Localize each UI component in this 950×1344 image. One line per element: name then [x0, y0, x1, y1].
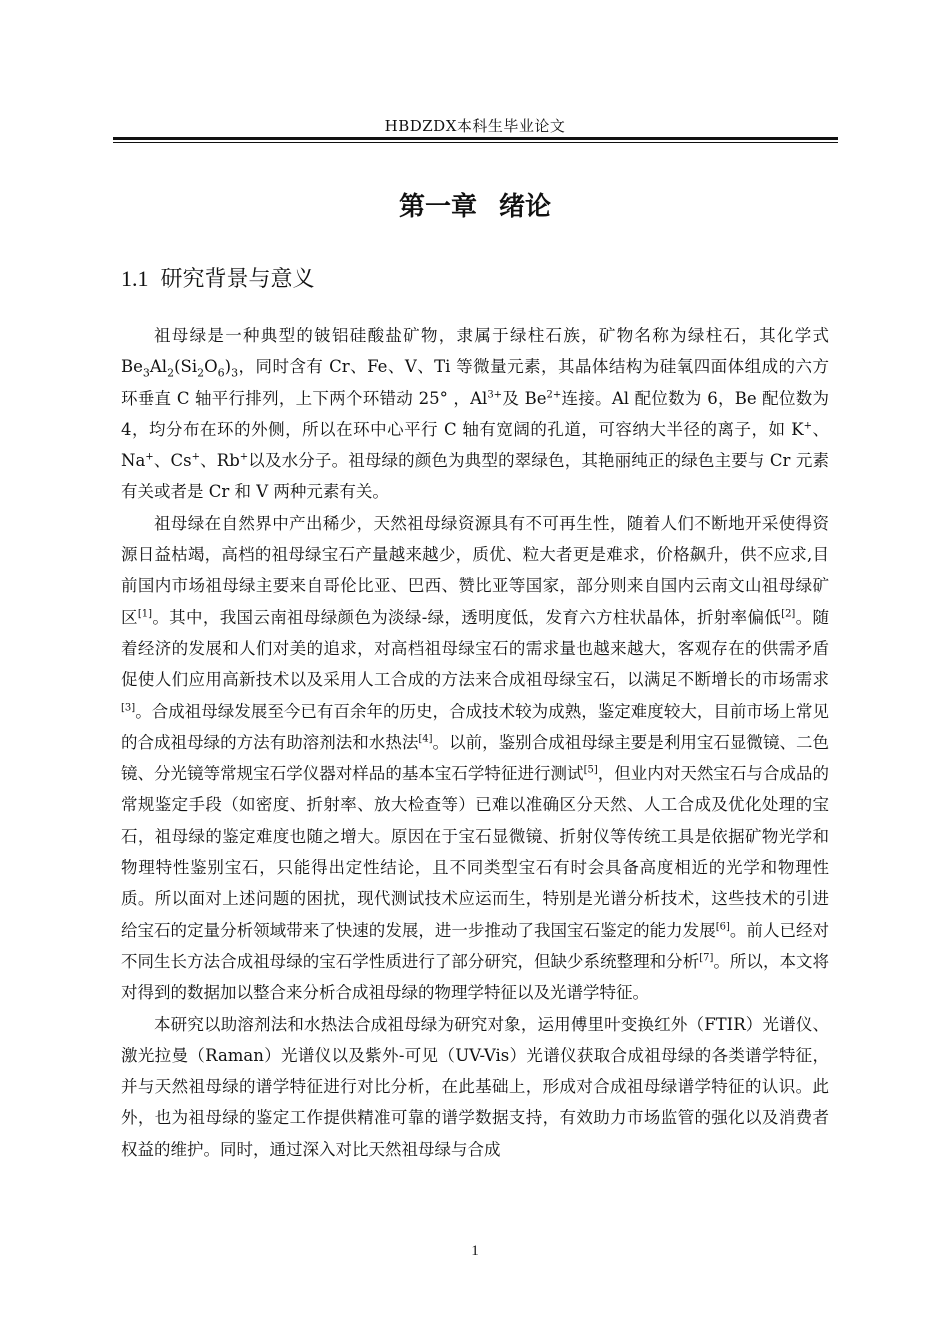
body-text [121, 320, 829, 1165]
text-run: O [204, 357, 218, 377]
superscript: + [145, 451, 154, 463]
citation-ref[interactable]: [7] [699, 952, 714, 964]
header-rule-thick [113, 137, 838, 140]
superscript: + [191, 451, 200, 463]
text-run: 。以前，鉴别合成祖母绿主要是利用宝石显微镜、二色镜、分光镜等常规宝石学仪器对样品的基本宝石学特征进行测试 [121, 732, 830, 784]
text-run: 。前人已经对不同生长方法合成祖母绿的宝石学性质进行了部分研究，但缺少系统整理和分析 [121, 920, 830, 971]
paragraph-3 [121, 1009, 829, 1165]
text-run: ) [224, 357, 232, 377]
section-title: 研究背景与意义 [160, 267, 315, 292]
text-run: 、Cs [153, 451, 192, 471]
subscript: 2 [167, 366, 175, 380]
citation-ref[interactable]: [4] [418, 733, 433, 745]
text-run: Al [149, 357, 168, 377]
section-heading [121, 262, 315, 293]
text-run: 及 Be [502, 388, 547, 408]
paragraph-1 [121, 320, 829, 508]
text-run: 祖母绿是一种典型的铍铝硅酸盐矿物，隶属于绿柱石族，矿物名称为绿柱石，其化学式 Be [121, 326, 829, 377]
citation-ref[interactable]: [3] [121, 702, 136, 714]
subscript: 3 [142, 366, 150, 380]
text-run: 本研究以助溶剂法和水热法合成祖母绿为研究对象，运用傅里叶变换红外（FTIR）光谱仪、激光拉曼（Raman）光谱仪以及紫外-可见（UV-Vis）光谱仪获取合成祖母绿的各类谱学特征，并与天然祖母绿的谱学特征进行对比分析，在此基础上，形成对合成祖母绿谱学特征的认识。此外，也为祖母绿的鉴定工作提供精准可靠的谱学数据支持，有效助力市场监管的强化以及消费者权益的维护。同时，通过深入对比天然祖母绿与合成 [121, 1014, 829, 1159]
text-run: (Si [174, 357, 198, 377]
subscript: 2 [197, 366, 205, 380]
subscript: 6 [217, 366, 225, 380]
superscript: + [803, 420, 812, 432]
citation-ref[interactable]: [2] [781, 608, 796, 620]
header-rule-thin [113, 142, 838, 143]
text-run: 、Rb [199, 451, 240, 471]
subscript: 3 [231, 366, 239, 380]
section-number: 1.1 [121, 266, 149, 291]
citation-ref[interactable]: [5] [583, 764, 598, 776]
text-run: 。合成祖母绿发展至今已有百余年的历史，合成技术较为成熟，鉴定难度较大，目前市场上常见的合成祖母绿的方法有助溶剂法和水热法 [121, 701, 829, 752]
text-run: 祖母绿在自然界中产出稀少，天然祖母绿资源具有不可再生性，随着人们不断地开采使得资源日益枯竭，高档的祖母绿宝石产量越来越少，质优、粒大者更是难求，价格飙升，供不应求,目前国内市场祖母绿主要来自哥伦比亚、巴西、赞比亚等国家，部分则来自国内云南文山祖母绿矿区 [121, 513, 829, 627]
superscript: 3+ [487, 389, 503, 401]
citation-ref[interactable]: [6] [715, 921, 730, 933]
chapter-number: 第一章 [398, 192, 477, 222]
paragraph-2 [121, 508, 829, 1009]
chapter-name: 绪论 [499, 192, 552, 222]
superscript: 2+ [546, 389, 562, 401]
text-run: 。其中，我国云南祖母绿颜色为淡绿-绿，透明度低，发育六方柱状晶体，折射率偏低 [152, 607, 782, 627]
text-run: 。所以，本文将对得到的数据加以整合来分析合成祖母绿的物理学特征以及光谱学特征。 [121, 951, 830, 1003]
text-run: ，但业内对天然宝石与合成品的常规鉴定手段（如密度、折射率、放大检查等）已难以准确区分天然、人工合成及优化处理的宝石，祖母绿的鉴定难度也随之增大。原因在于宝石显微镜、折射仪等传统工具是依据矿物光学和物理特性鉴别宝石，只能得出定性结论，且不同类型宝石有时会具备高度相近的光学和物理性质。所以面对上述问题的困扰，现代测试技术应运而生，特别是光谱分析技术，这些技术的引进给宝石的定量分析领域带来了快速的发展，进一步推动了我国宝石鉴定的能力发展 [121, 764, 830, 940]
superscript: + [239, 451, 249, 463]
chapter-title [0, 186, 950, 223]
page-number: 1 [471, 1243, 479, 1259]
text-run: 、Na [121, 419, 830, 471]
citation-ref[interactable]: [1] [137, 608, 153, 620]
text-run: 。随着经济的发展和人们对美的追求，对高档祖母绿宝石的需求量也越来越大，客观存在的供需矛盾促使人们应用高新技术以及采用人工合成的方法来合成祖母绿宝石，以满足不断增长的市场需求 [121, 607, 830, 690]
running-header: HBDZDX本科生毕业论文 [384, 117, 566, 135]
text-run: 连接。Al 配位数为 6，Be 配位数为 4，均分布在环的外侧，所以在环中心平行 C 轴有宽阔的孔道，可容纳大半径的离子，如 K [121, 388, 829, 439]
text-run: 以及水分子。祖母绿的颜色为典型的翠绿色，其艳丽纯正的绿色主要与 Cr 元素有关或者是 Cr 和 V 两种元素有关。 [121, 451, 829, 502]
text-run: ，同时含有 Cr、Fe、V、Ti 等微量元素，其晶体结构为硅氧四面体组成的六方环垂直 C 轴平行排列，上下两个环错动 25° ，Al [121, 357, 829, 408]
